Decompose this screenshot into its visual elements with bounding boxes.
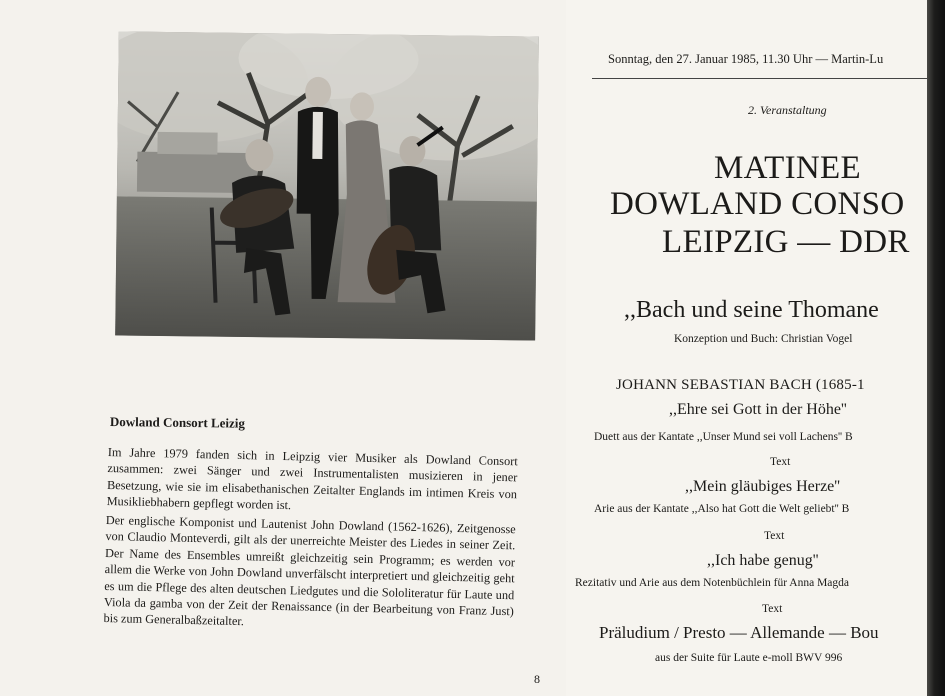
program-title: ,,Bach und seine Thomane: [624, 297, 879, 323]
right-page: [566, 0, 945, 696]
work-description: aus der Suite für Laute e-moll BWV 996: [655, 652, 843, 664]
caption-title: Dowland Consort Leizig: [109, 414, 246, 431]
text-label: Text: [762, 603, 783, 615]
biography-paragraph: Der englische Komponist und Lautenist John Dowland (1562-1626), Zeitgenosse von Claudio Monteverdi, gilt als der unerreichte Meister des Liedes in seiner Zeit. Der Name des Ensembles umreißt gleichzeitig sein Programm; es werden vor allem die Werke von John Dowland unverfälscht interpretiert und gleichzeitig geht es um die Pflege des alten deutschen Liedgutes und die Sololiteratur für Laute und Viola da gamba von der Zeit der Renaissance (in der Bearbeitung von Franz Just) bis zum Generalbaßzeitalter.: [103, 512, 516, 629]
event-date-header: Sonntag, den 27. Januar 1985, 11.30 Uhr — Martin-Lu: [608, 52, 884, 66]
title-line-1: MATINEE: [714, 150, 861, 186]
work-description: Duett aus der Kantate ,,Unser Mund sei voll Lachens'' B: [594, 431, 853, 443]
title-line-2: DOWLAND CONSO: [610, 186, 905, 222]
text-label: Text: [764, 530, 785, 542]
text-label: Text: [770, 456, 791, 468]
ensemble-photo: [115, 31, 539, 340]
header-rule: [592, 78, 945, 79]
work-title: ,,Ich habe genug'': [707, 552, 819, 569]
composer-heading: JOHANN SEBASTIAN BACH (1685-1: [616, 377, 865, 393]
program-credit: Konzeption und Buch: Christian Vogel: [674, 333, 853, 345]
work-title: ,,Ehre sei Gott in der Höhe'': [669, 401, 847, 418]
work-description: Rezitativ und Arie aus dem Notenbüchlein für Anna Magda: [575, 577, 850, 589]
title-line-3: LEIPZIG — DDR: [662, 224, 910, 260]
intro-paragraph: Im Jahre 1979 fanden sich in Leipzig vier Musiker als Dowland Consort zusammen: zwei Sänger und zwei Instrumentalisten musizieren in jener Besetzung, wie sie im elisabethanischen Zeitalter Englands im intimen Kreis von Musikliebhabern gepflegt worden ist.: [106, 444, 518, 513]
scan-edge-shadow: [927, 0, 945, 696]
page-number: 8: [534, 672, 540, 686]
ensemble-photo-image: [115, 31, 539, 340]
work-title: Präludium / Presto — Allemande — Bou: [599, 623, 879, 642]
event-number: 2. Veranstaltung: [748, 103, 827, 117]
work-description: Arie aus der Kantate ,,Also hat Gott die Welt geliebt'' B: [594, 503, 850, 515]
work-title: ,,Mein gläubiges Herze'': [685, 478, 841, 495]
